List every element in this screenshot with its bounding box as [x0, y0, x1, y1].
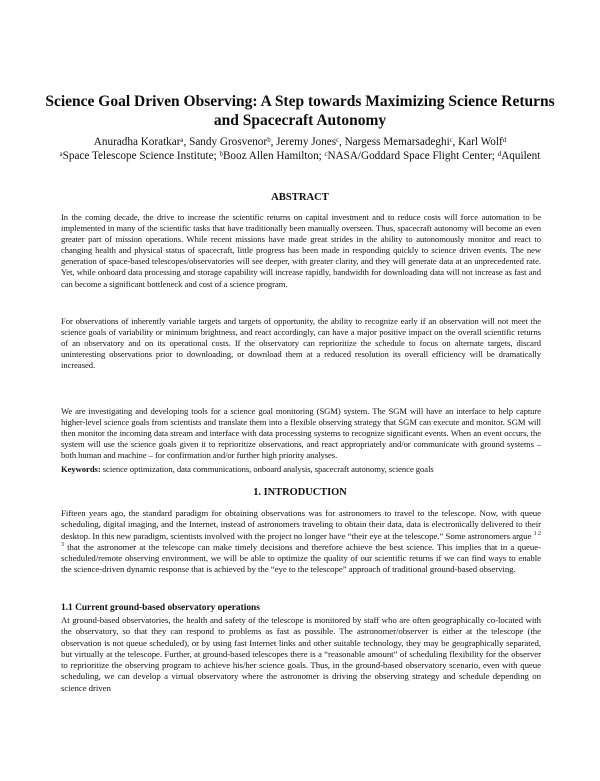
affiliation-list: ᵃSpace Telescope Science Institute; ᵇBooz Allen Hamilton; ᶜNASA/Goddard Space Flight Center; ᵈAquilent	[59, 149, 541, 162]
citation-refs: 1 2 3	[61, 530, 541, 548]
keywords-text: science optimization, data communications, onboard analysis, spacecraft autonomy, science goals	[102, 464, 434, 474]
abstract-paragraph-1: In the coming decade, the drive to increase the scientific returns on capital investment and to reduce costs will force automation to be implemented in many of the scientific tasks that have traditionally been manually overseen. Thus, spacecraft autonomy will become an even greater part of mission operations. While recent missions have made great strides in the ability to autonomously monitor and react to changing health and physical status of spacecraft, little progress has been made in responding quickly to science driven events. The new generation of space-based telescopes/observatories will see deeper, with greater clarity, and they will generate data at an unprecedented rate. Yet, while onboard data processing and storage capability will increase rapidly, bandwidth for downloading data will not increase as fast and can become a significant bottleneck and cost of a science program.	[61, 212, 541, 289]
subsection-heading: 1.1 Current ground-based observatory operations	[61, 603, 260, 613]
section-heading-introduction: 1. INTRODUCTION	[253, 487, 347, 498]
keywords-line	[61, 464, 541, 475]
abstract-heading: ABSTRACT	[271, 192, 329, 203]
author-block	[40, 136, 560, 164]
subsection-paragraph-1: At ground-based observatories, the health and safety of the telescope is monitored by staff who are often geographically co-located with the observatory, so that they can respond to problems as fast as possible. The astronomer/observer is either at the telescope (the observation is not queue scheduled), or by using fast Internet links and other suitable technology, they may be geographically separated, but virtually at the telescope. Further, at ground-based telescopes there is a “reasonable amount” of scheduling flexibility for the observer to reprioritize the observing program to achieve his/her science goals. Thus, in the ground-based observatory scenario, even with queue scheduling, we can develop a virtual observatory where the astronomer is driving the observing strategy and schedule depending on science driven	[61, 615, 541, 693]
intro-text-part2: that the astronomer at the telescope can make timely decisions and therefore achieve the best science. This implies that in a queue-scheduled/remote observing environment, we will be able to optimize the quality of our scientific returns if we can find ways to enable the science-driven dynamic response that is achieved by the “eye to the telescope” approach of traditional ground-based observing.	[61, 541, 541, 575]
abstract-paragraph-2: For observations of inherently variable targets and targets of opportunity, the ability to recognize early if an observation will not meet the science goals of variability or minimum brightness, and react accordingly, can have a major positive impact on the overall scientific returns of an observatory and on its operational costs. If the observatory can reprioritize the schedule to focus on alternate targets, discard uninteresting observations prior to downloading, or download them at a reduced resolution its overall efficiency will be dramatically increased.	[61, 316, 541, 371]
introduction-paragraph-1	[61, 508, 541, 576]
paper-title: Science Goal Driven Observing: A Step towards Maximizing Science Returns and Spacecraft Autonomy	[45, 93, 555, 129]
intro-text-part1: Fifteen years ago, the standard paradigm for obtaining observations was for astronomers to travel to the telescope. Now, with queue scheduling, digital imaging, and the Internet, instead of astronomers traveling to obtain their data, data is electronically delivered to their desktop. In this new paradigm, scientists involved with the project no longer have “their eye at the telescope.” Some astronomers argue	[61, 508, 541, 541]
keywords-label: Keywords:	[61, 464, 101, 474]
author-list: Anuradha Koratkarᵃ, Sandy Grosvenorᵇ, Jeremy Jonesᶜ, Nargess Memarsadeghiᶜ, Karl Wolfᵈ	[93, 136, 507, 148]
abstract-paragraph-3: We are investigating and developing tools for a science goal monitoring (SGM) system. The SGM will have an interface to help capture higher-level science goals from scientists and translate them into a flexible observing strategy that SGM can execute and monitor. SGM will then monitor the incoming data stream and interface with data processing systems to recognize significant events. When an event occurs, the system will use the science goals given it to reprioritize observations, and react appropriately and/or communicate with ground systems – both human and machine – for confirmation and/or further high priority analyses.	[61, 406, 541, 461]
